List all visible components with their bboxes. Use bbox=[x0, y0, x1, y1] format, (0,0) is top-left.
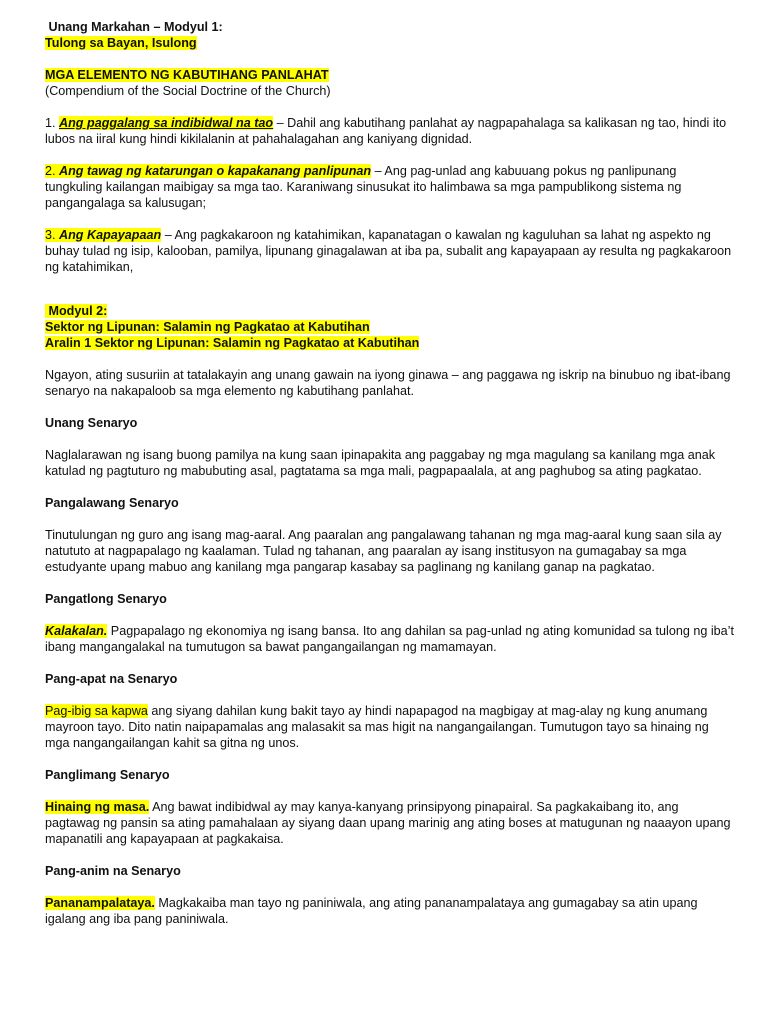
compendium-note: (Compendium of the Social Doctrine of the Church) bbox=[45, 84, 331, 98]
modyul2-sector-title: Sektor ng Lipunan: Salamin ng Pagkatao at Kabutihan bbox=[45, 320, 370, 334]
element-item-text: – Ang pag-unlad ang kabuuang pokus ng panlipunang tungkuling kailangan maibigay sa mga tao. Karaniwang sinusukat ito halimbawa sa mga pampublikong sistema ng pangangalaga sa kalusugan; bbox=[45, 164, 682, 210]
scenario-title: Pang-apat na Senaryo bbox=[45, 672, 178, 686]
scenario-title: Panglimang Senaryo bbox=[45, 768, 170, 782]
scenario-title: Pangatlong Senaryo bbox=[45, 592, 167, 606]
element-item-term: Ang Kapayapaan bbox=[59, 228, 162, 242]
scenario-text: Magkakaiba man tayo ng paniniwala, ang ating pananampalataya ang gumagabay sa atin upang igalang ang iba pang paniniwala. bbox=[45, 896, 698, 926]
modyul1-heading: Unang Markahan – Modyul 1: bbox=[45, 20, 223, 34]
scenario-body bbox=[45, 623, 735, 655]
scenario-lead: Hinaing ng masa. bbox=[45, 800, 150, 814]
element-item-term: Ang paggalang sa indibidwal na tao bbox=[59, 116, 274, 130]
element-item-number: 2. bbox=[45, 164, 60, 178]
element-item-number: 3. bbox=[45, 228, 60, 242]
elements-title: MGA ELEMENTO NG KABUTIHANG PANLAHAT bbox=[45, 68, 329, 82]
scenario-body bbox=[45, 703, 735, 751]
scenario-text: ang siyang dahilan kung bakit tayo ay hindi napapagod na magbigay at mag-alay ng kung anumang mayroon tayo. Dito natin naipapamalas ang malasakit sa mas higit na nangangailangan. Tumutugon tayo sa hinaing ng mga nangangailangan kahit sa gitna ng unos. bbox=[45, 704, 709, 750]
element-item-text: – Dahil ang kabutihang panlahat ay nagpapahalaga sa kalikasan ng tao, hindi ito lubos na iiral kung hindi kikilalanin at pahahalagahan ang kaniyang dignidad. bbox=[45, 116, 727, 146]
scenario-text: Pagpapalago ng ekonomiya ng isang bansa. Ito ang dahilan sa pag-unlad ng ating komunidad sa tulong ng iba’t ibang mangangalakal na tumutugon sa bawat pangangailangan ng mamamayan. bbox=[45, 624, 734, 654]
modyul2-intro: Ngayon, ating susuriin at tatalakayin ang unang gawain na iyong ginawa – ang paggawa ng iskrip na binubuo ng ibat-ibang senaryo na nakapaloob sa mga elemento ng kabutihang panlahat. bbox=[45, 368, 731, 398]
document-page bbox=[45, 19, 735, 927]
element-item-3 bbox=[45, 227, 735, 275]
scenario-body bbox=[45, 895, 735, 927]
scenario-lead: Pag-ibig sa kapwa bbox=[45, 704, 148, 718]
element-item-text: – Ang pagkakaroon ng katahimikan, kapanatagan o kawalan ng kaguluhan sa lahat ng aspekto ng buhay tulad ng isip, kalooban, pamilya, lipunang ginagalawan at iba pa, subalit ang kapayapaan ay resulta ng pagkakaroon ng katahimikan, bbox=[45, 228, 732, 274]
element-item-term: Ang tawag ng katarungan o kapakanang panlipunan bbox=[59, 164, 372, 178]
modyul1-subtitle: Tulong sa Bayan, Isulong bbox=[45, 36, 197, 50]
scenario-text: Ang bawat indibidwal ay may kanya-kanyang prinsipyong pinapairal. Sa pagkakaibang ito, ang pagtawag ng pansin sa ating pamahalaan ay siyang daan upang marinig ang ating boses at matugunan ng naaayon upang mapanatili ang kapayapaan at pagkakaisa. bbox=[45, 800, 731, 846]
element-item-2 bbox=[45, 163, 735, 211]
scenario-body bbox=[45, 447, 735, 479]
scenario-title: Pangalawang Senaryo bbox=[45, 496, 179, 510]
scenario-text: Tinutulungan ng guro ang isang mag-aaral. Ang paaralan ang pangalawang tahanan ng mga mag-aaral kung saan sila ay natututo at nagpapalago ng kaalaman. Tulad ng tahanan, ang paaralan ay isang institusyon na gumagabay sa mga estudyante upang mabuo ang kanilang mga pangarap kasabay sa paglinang ng kanilang ganap na pagkatao. bbox=[45, 528, 722, 574]
element-item-1 bbox=[45, 115, 735, 147]
modyul2-aralin-title: Aralin 1 Sektor ng Lipunan: Salamin ng Pagkatao at Kabutihan bbox=[45, 336, 420, 350]
element-item-number: 1. bbox=[45, 116, 60, 130]
scenario-body bbox=[45, 799, 735, 847]
scenario-text: Naglalarawan ng isang buong pamilya na kung saan ipinapakita ang paggabay ng mga magulang sa kanilang mga anak katulad ng pagtuturo ng mabubuting asal, pagtatama sa mga mali, pagpapaalala, at ang paghubog sa ating pagkatao. bbox=[45, 448, 716, 478]
scenario-lead: Kalakalan. bbox=[45, 624, 108, 638]
scenario-lead: Pananampalataya. bbox=[45, 896, 155, 910]
scenario-title: Pang-anim na Senaryo bbox=[45, 864, 181, 878]
scenario-body bbox=[45, 527, 735, 575]
scenario-title: Unang Senaryo bbox=[45, 416, 138, 430]
modyul2-heading: Modyul 2: bbox=[45, 304, 108, 318]
